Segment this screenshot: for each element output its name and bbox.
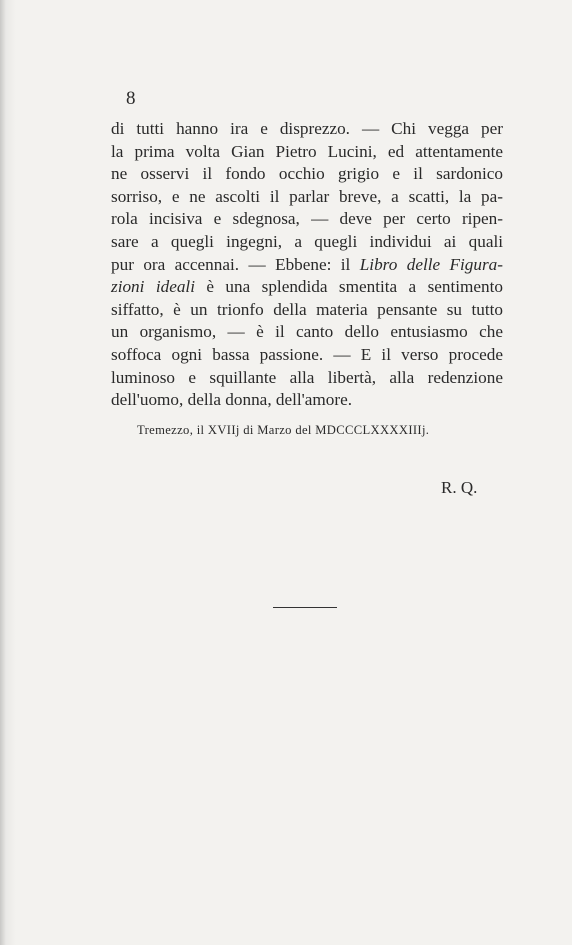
text-line — [111, 276, 503, 299]
text-line: la prima volta Gian Pietro Lucini, ed attentamente — [111, 141, 503, 161]
page-number: 8 — [126, 88, 136, 109]
signature-initials: R. Q. — [441, 478, 478, 497]
text-run: pur ora accennai. — Ebbene: il — [111, 254, 360, 274]
book-title-italic: zioni ideali — [111, 277, 195, 297]
text-line: rola incisiva e sdegnosa, — deve per certo ripen- — [111, 209, 503, 229]
text-line — [111, 254, 503, 277]
text-line: un organismo, — è il canto dello entusiasmo che — [111, 322, 503, 342]
text-line: sorriso, e ne ascolti il parlar breve, a scatti, la pa- — [111, 186, 503, 206]
text-line: sare a quegli ingegni, a quegli individui ai quali — [111, 231, 503, 251]
body-paragraph — [111, 118, 503, 412]
text-line: soffoca ogni bassa passione. — E il verso procede — [111, 344, 503, 364]
text-line: siffatto, è un trionfo della materia pensante su tutto — [111, 299, 503, 319]
text-line: ne osservi il fondo occhio grigio e il sardonico — [111, 164, 503, 184]
book-title-italic: Libro delle Figura- — [359, 254, 503, 274]
text-line: dell'uomo, della donna, dell'amore. — [111, 390, 353, 410]
closing-rule — [273, 607, 337, 608]
text-line: di tutti hanno ira e disprezzo. — Chi vegga per — [111, 119, 503, 138]
text-run: è una splendida smentita a sentimento — [194, 277, 503, 297]
dateline: Tremezzo, il XVIIj di Marzo del MDCCCLXXXXIIIj. — [137, 423, 430, 437]
text-line: luminoso e squillante alla libertà, alla redenzione — [111, 367, 503, 387]
